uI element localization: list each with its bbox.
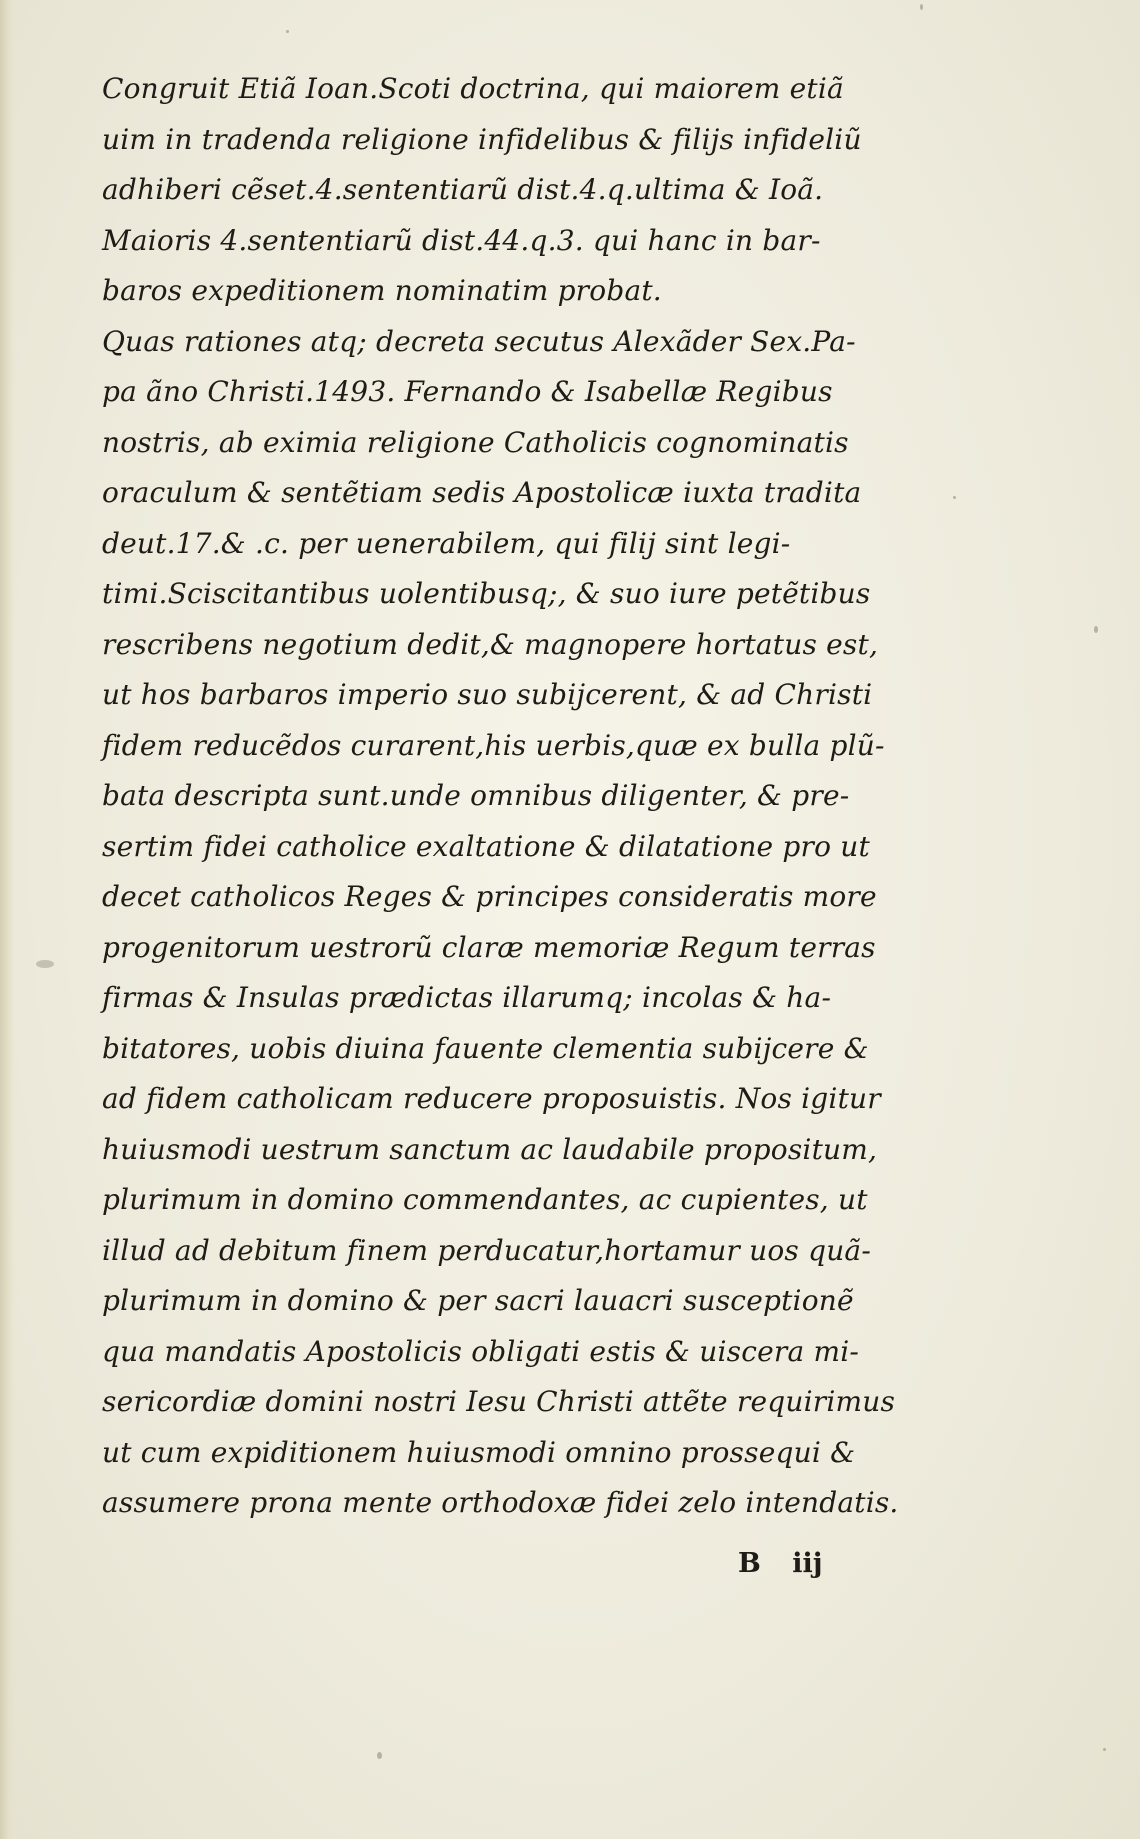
paper-speck [377,1752,382,1759]
text-line: illud ad debitum finem perducatur,hortamur uos quã- [102,1233,871,1267]
text-line: decet catholicos Reges & principes consideratis more [102,880,877,913]
paper-speck [286,30,289,33]
text-line: nostris, ab eximia religione Catholicis cognominatis [102,425,849,459]
text-line: fidem reducẽdos curarent,his uerbis,quæ ex bulla plũ- [102,728,885,762]
paper-speck [1103,1748,1106,1751]
text-line: ad fidem catholicam reducere proposuistis. Nos igitur [102,1082,881,1115]
text-line: uim in tradenda religione infidelibus & filijs infideliũ [102,122,862,156]
text-line: Maioris 4.sententiarũ dist.44.q.3. qui hanc in bar- [102,223,821,257]
page-edge-shadow [0,0,14,1839]
text-line: oraculum & sentẽtiam sedis Apostolicæ iuxta tradita [102,476,862,509]
text-line: qua mandatis Apostolicis obligati estis & uiscera mi- [102,1334,860,1368]
text-line: Quas rationes atq; decreta secutus Alexãder Sex.Pa- [102,324,856,358]
text-line: adhiberi cẽset.4.sententiarũ dist.4.q.ultima & Ioã. [102,173,824,206]
body-text [102,64,962,1529]
text-line: progenitorum uestrorũ claræ memoriæ Regum terras [102,930,876,964]
signature-mark: B iij [738,1548,823,1579]
text-line: Congruit Etiã Ioan.Scoti doctrina, qui maiorem etiã [102,72,844,105]
text-line: sertim fidei catholice exaltatione & dilatatione pro ut [102,829,870,863]
paper-speck [36,960,54,968]
text-line: ut cum expiditionem huiusmodi omnino prossequi & [102,1435,856,1469]
text-line: baros expeditionem nominatim probat. [102,274,662,307]
text-line: assumere prona mente orthodoxæ fidei zelo intendatis. [102,1486,899,1519]
text-line: bitatores, uobis diuina fauente clementia subijcere & [102,1031,869,1065]
text-line: bata descripta sunt.unde omnibus diligenter, & pre- [102,779,850,812]
text-line: huiusmodi uestrum sanctum ac laudabile propositum, [102,1132,878,1166]
text-line: sericordiæ domini nostri Iesu Christi attẽte requirimus [102,1385,896,1418]
text-line: deut.17.& .c. per uenerabilem, qui filij sint legi- [102,526,791,560]
text-line: plurimum in domino commendantes, ac cupientes, ut [102,1183,868,1216]
text-line: pa ãno Christi.1493. Fernando & Isabellæ Regibus [102,375,833,408]
text-line: plurimum in domino & per sacri lauacri susceptionẽ [102,1284,854,1317]
text-line: timi.Sciscitantibus uolentibusq;, & suo iure petẽtibus [102,577,871,610]
paper-speck [1094,626,1098,633]
text-line: ut hos barbaros imperio suo subijcerent, & ad Christi [102,678,873,711]
text-line: rescribens negotium dedit,& magnopere hortatus est, [102,627,879,661]
text-line: firmas & Insulas prædictas illarumq; incolas & ha- [102,981,832,1014]
paper-speck [920,4,923,10]
